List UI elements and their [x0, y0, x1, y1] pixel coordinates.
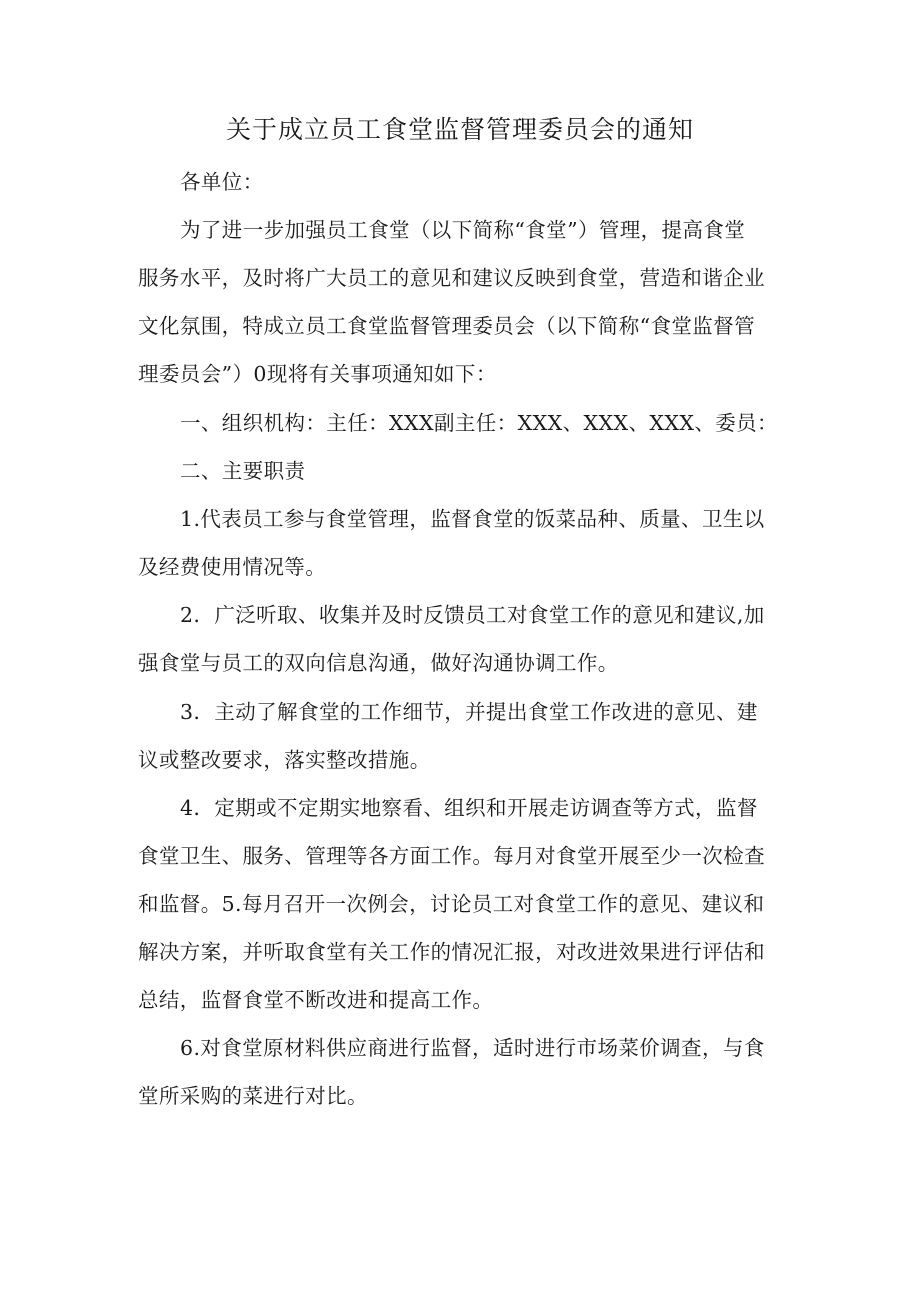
document-title: 关于成立员工食堂监督管理委员会的通知: [225, 115, 694, 144]
list-item-line: 解决方案，并听取食堂有关工作的情况汇报，对改进效果进行评估和: [138, 940, 765, 964]
list-item-line: 强食堂与员工的双向信息沟通，做好沟通协调工作。: [138, 651, 619, 675]
list-item-line: 1.代表员工参与食堂管理，监督食堂的饭菜品种、质量、卫生以: [180, 507, 765, 531]
list-item-line: 和监督。5.每月召开一次例会，讨论员工对食堂工作的意见、建议和: [138, 892, 765, 916]
list-item-line: 议或整改要求，落实整改措施。: [138, 748, 431, 772]
list-item-line: 4．定期或不定期实地察看、组织和开展走访调查等方式，监督: [180, 796, 758, 820]
list-item-line: 3．主动了解食堂的工作细节，并提出食堂工作改进的意见、建: [180, 700, 758, 724]
salutation: 各单位：: [180, 170, 264, 194]
list-item-line: 6.对食堂原材料供应商进行监督，适时进行市场菜价调查，与食: [180, 1036, 765, 1060]
section-heading: 二、主要职责: [180, 459, 306, 483]
paragraph-line: 为了进一步加强员工食堂（以下简称“食堂”）管理，提高食堂: [180, 218, 746, 242]
list-item-line: 及经费使用情况等。: [138, 555, 327, 579]
list-item-line: 食堂卫生、服务、管理等各方面工作。每月对食堂开展至少一次检查: [138, 844, 765, 868]
list-item-line: 堂所采购的菜进行对比。: [138, 1084, 368, 1108]
paragraph-line: 理委员会”）0现将有关事项通知如下：: [138, 362, 497, 386]
section-heading: 一、组织机构：主任：XXX副主任：XXX、XXX、XXX、委员：: [180, 411, 778, 435]
paragraph-line: 文化氛围，特成立员工食堂监督管理委员会（以下简称“食堂监督管: [138, 314, 755, 338]
list-item-line: 总结，监督食堂不断改进和提高工作。: [138, 988, 494, 1012]
list-item-line: 2．广泛听取、收集并及时反馈员工对食堂工作的意见和建议,加: [180, 603, 765, 627]
paragraph-line: 服务水平，及时将广大员工的意见和建议反映到食堂，营造和谐企业: [138, 266, 765, 290]
